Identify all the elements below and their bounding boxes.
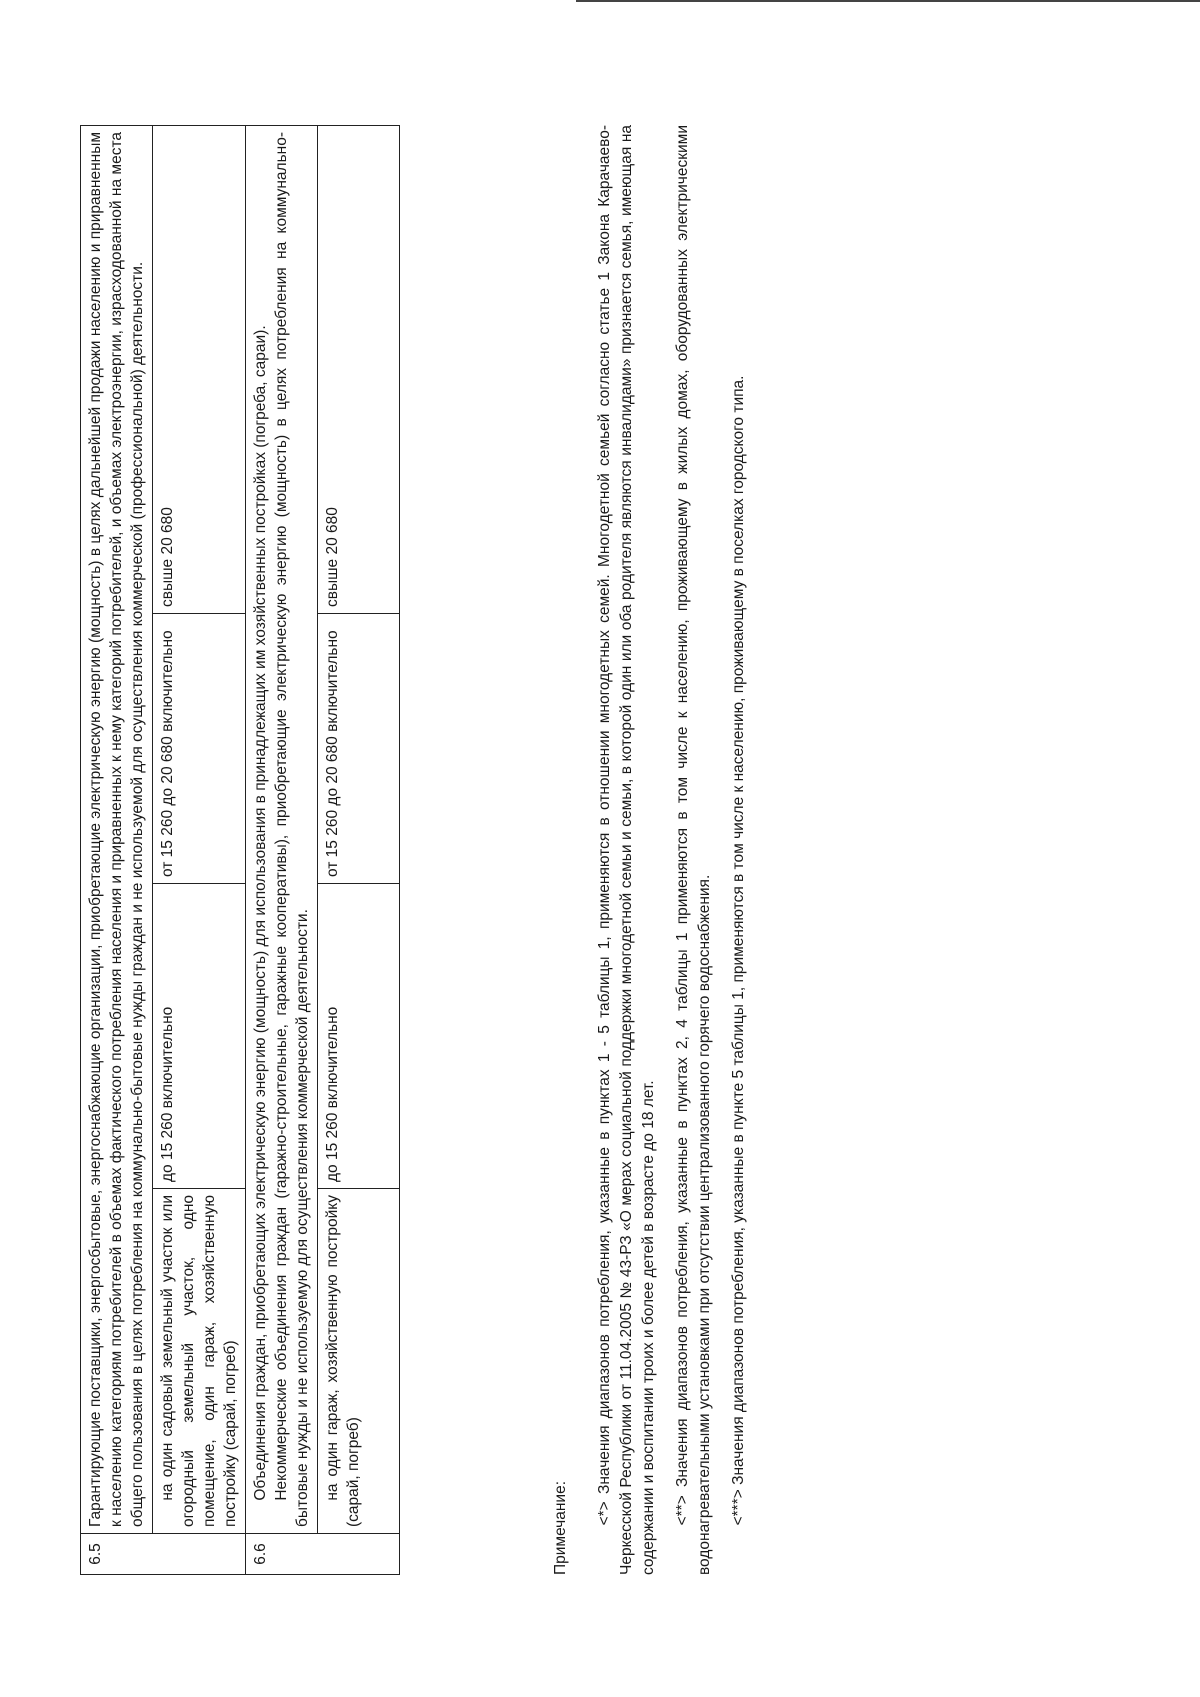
- table-row-6-5-header: [81, 126, 153, 1575]
- rotated-page-content: [70, 95, 870, 1655]
- note-paragraph: <***> Значения диапазонов потребления, указанные в пункте 5 таблицы 1, применяются в том числе к населению, проживающему в поселках городского типа.: [730, 375, 747, 1526]
- subcategory-label: на один садовый земельный участок или огородный земельный участок, одно помещение, один гараж, хозяйственную постройку (сарай, погреб): [153, 1189, 246, 1534]
- consumption-ranges-table: [80, 125, 400, 1575]
- row-number: 6.5: [81, 1534, 246, 1575]
- subcategory-label: на один гараж, хозяйственную постройку (сарай, погреб): [318, 1189, 400, 1534]
- row-number: 6.6: [246, 1534, 400, 1575]
- row-description: Гарантирующие поставщики, энергосбытовые, энергоснабжающие организации, приобретающие электрическую энергию (мощность) в целях дальнейшей продажи населению и приравненным к населению категориям потребителей в объемах фактического потребления населения и приравненных к нему категорий потребителей, и объемах электроэнергии, израсходованной на места общего пользования в целях потребления на коммунально-бытовые нужды граждан и не используемой для осуществления коммерческой (профессиональной) деятельности.: [81, 126, 153, 1534]
- note-paragraph: <*> Значения диапазонов потребления, указанные в пунктах 1 - 5 таблицы 1, применяются в отношении многодетных семей. Многодетной семьей согласно статье 1 Закона Карачаево-Черкесской Республики от 11.04.2005 № 43-РЗ «О мерах социальной поддержки многодетной семьи и семьи, в которой один или оба родителя являются инвалидами» признается семья, имеющая на содержании и воспитании троих и более детей в возрасте до 18 лет.: [596, 125, 657, 1575]
- table-row-6-5-values: [153, 126, 246, 1575]
- range-cell-2: от 15 260 до 20 680 включительно: [153, 614, 246, 884]
- range-cell-3: свыше 20 680: [318, 126, 400, 614]
- range-cell-2: от 15 260 до 20 680 включительно: [318, 614, 400, 884]
- notes-section: [550, 125, 762, 1575]
- range-cell-1: до 15 260 включительно: [153, 884, 246, 1189]
- range-cell-3: свыше 20 680: [153, 126, 246, 614]
- note-paragraph: <**> Значения диапазонов потребления, указанные в пунктах 2, 4 таблицы 1 применяются в том числе к населению, проживающему в жилых домах, оборудованных электрическими водонагревательными установками при отсутствии централизованного горячего водоснабжения.: [674, 125, 713, 1575]
- range-cell-1: до 15 260 включительно: [318, 884, 400, 1189]
- description-paragraph: Некоммерческие объединения граждан (гаражно-строительные, гаражные кооперативы), приобретающие электрическую энергию (мощность) в целях потребления на коммунально-бытовые нужды и не используемую для осуществления коммерческой деятельности.: [273, 132, 311, 1527]
- table-row-6-6-header: [246, 126, 318, 1575]
- top-border-line: [576, 0, 1200, 2]
- notes-title: Примечание:: [552, 1480, 569, 1575]
- description-paragraph: Объединения граждан, приобретающих электрическую энергию (мощность) для использования в принадлежащих им хозяйственных постройках (погреба, сараи).: [252, 325, 269, 1501]
- table-row-6-6-values: [318, 126, 400, 1575]
- row-description: [246, 126, 318, 1534]
